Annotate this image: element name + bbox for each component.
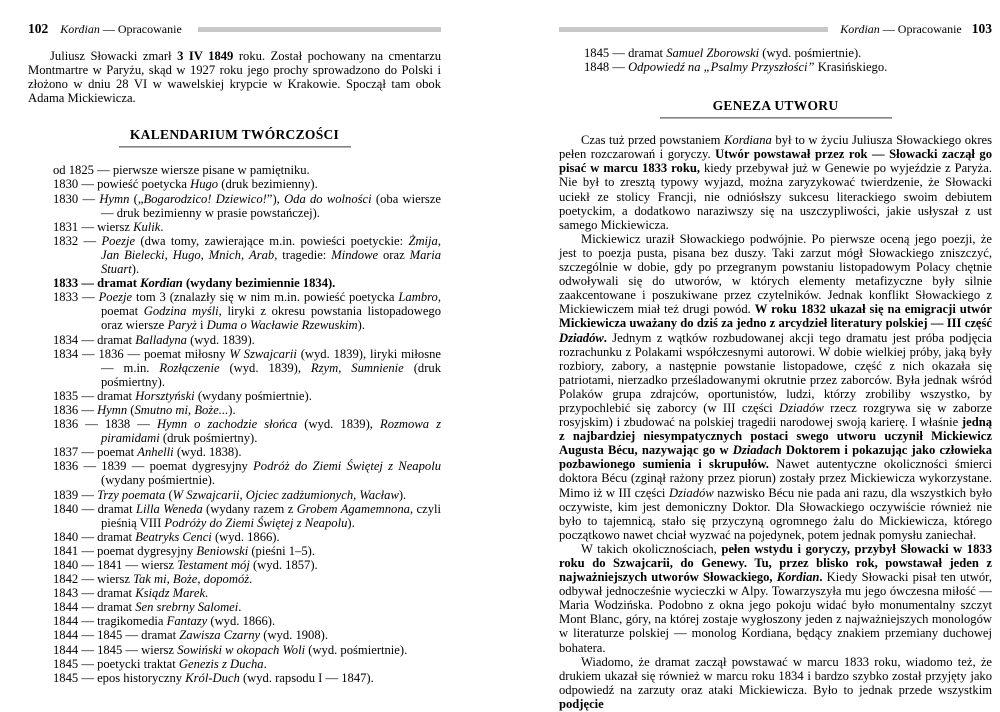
text-run: Król-Duch bbox=[185, 670, 240, 685]
text-run: , tragedie: bbox=[274, 247, 332, 262]
text-run: , bbox=[437, 233, 441, 248]
text-run: Beniowski bbox=[196, 543, 249, 558]
section-heading-geneza: GENEZA UTWORU bbox=[712, 98, 839, 114]
text-run: . bbox=[819, 570, 823, 585]
text-run: (wyd. 1838). bbox=[173, 445, 242, 460]
text-run: Smutno mi, Boże... bbox=[134, 402, 229, 417]
text-run: i bbox=[196, 318, 207, 333]
text-run: Grobem Agamemnona bbox=[296, 501, 410, 516]
text-run: Krasińskiego. bbox=[814, 60, 888, 75]
text-run: Dziadów bbox=[668, 485, 714, 500]
text-run: Jan Bielecki bbox=[101, 247, 165, 262]
page-header bbox=[28, 22, 441, 36]
timeline-entry bbox=[53, 614, 441, 628]
text-run: Kordian bbox=[776, 570, 820, 585]
text-run: 1843 — dramat bbox=[53, 586, 136, 601]
text-run: W Szwajcarii bbox=[229, 346, 297, 361]
timeline-entry bbox=[53, 502, 441, 530]
text-run: (wyd. pośmiertnie). bbox=[305, 642, 408, 657]
text-run: W roku 1832 ukazał się na emigracji utwór Mickiewicza uważany do dziś za jedno z arcydzieł literatury polskiej — III część bbox=[559, 302, 992, 331]
header-bar bbox=[198, 27, 441, 32]
paragraph bbox=[559, 133, 992, 232]
text-run: Rozłączenie bbox=[159, 360, 220, 375]
text-run: , liryki z okresu powstania listopadowego oraz wiersze bbox=[101, 304, 441, 333]
text-run: jedną z najbardziej niesympatycznych postaci swego utworu uczynił Mickiewicz Augusta Bécu, nazywając go w bbox=[559, 415, 992, 458]
text-run: (wyd. 1839), bbox=[219, 360, 311, 375]
text-run: Bogarodzico! Dziewico! bbox=[143, 191, 267, 206]
timeline-entry bbox=[53, 403, 441, 417]
text-run: . bbox=[238, 600, 242, 615]
text-run: Dziadów bbox=[559, 330, 604, 345]
text-run: , bbox=[164, 247, 173, 262]
text-run: Kiedy Słowacki pisał ten utwór, odbywał jednocześnie wycieczki w Alpy. Towarzyszyła mu jego ówczesna miłość — Maria Wodzińska. Podobno z okna jego pokoju widać było monumentalny szczyt Mont Blanc, góry, na której zostaje wygłoszony jeden z najważniejszych monologów w literaturze polskiej — monolog Kordiana, będący znakiem przemiany duchowej bohatera. bbox=[559, 570, 993, 655]
text-run: (wyd. 1839), bbox=[297, 417, 381, 432]
text-run: Ksiądz Marek bbox=[135, 586, 206, 601]
text-run: (wyd. rapsodu I — 1847). bbox=[239, 670, 374, 685]
text-run: pełen wstydu i goryczy, przybył Słowacki w 1833 roku do Szwajcarii, do Genewy. Tu, przez blisko rok, powstawał jeden z najważniejszych utworów Słowackiego, bbox=[559, 541, 992, 585]
text-run: 1839 — bbox=[53, 487, 98, 502]
text-run: 1844 — 1845 — dramat bbox=[53, 628, 180, 643]
text-run: Kordian bbox=[840, 22, 880, 36]
text-run: Testament mój bbox=[177, 558, 250, 572]
page-number: 102 bbox=[28, 21, 49, 36]
text-run: Hymn bbox=[99, 191, 130, 206]
text-run: (wyd. 1839), liryki miłosne — m.in. bbox=[101, 346, 441, 375]
text-run: rzecz rozgrywa się w zaborze rosyjskim) i zbudować na polskiej tragedii narodowej swoją karierę. I właśnie bbox=[559, 400, 992, 430]
timeline-continued-list bbox=[559, 46, 992, 74]
text-run: był to w życiu Juliusza Słowackiego okres pełen rozczarowań i goryczy. bbox=[559, 133, 993, 162]
text-run: roku. Został pochowany na cmentarzu Montmartre w Paryżu, skąd w 1927 roku jego prochy sprowadzono do Polski i złożono w dniu 28 VI w wawelskiej krypcie w Krakowie. Spoczął tam obok Adama Mickiewicza. bbox=[28, 49, 441, 106]
text-run: 1830 — bbox=[53, 191, 100, 206]
text-run: (oba wiersze — druk bezimienny w prasie powstańczej). bbox=[101, 191, 442, 220]
text-run: — Opracowanie bbox=[99, 22, 182, 36]
text-run: Kordian bbox=[140, 276, 183, 291]
timeline-entry bbox=[53, 333, 441, 347]
text-run: Mickiewicz uraził Słowackiego podwójnie. Po pierwsze oceną jego poezji, że jest to poezja pusta, pisana bez duszy. Taki zarzut mógł Słowackiego zniszczyć, szczególnie w dobie, gdy po przegranym powstaniu listopadowym Polacy chętnie odwoływali się do utworów, w których elementy metafizyczne były silnie zaakcentowane i poszukiwane przez czytelników. Jednak konflikt Słowackiego z Mickiewiczem miał też drugi powód. bbox=[559, 231, 992, 317]
section-heading-kalendarium: KALENDARIUM TWÓRCZOŚCI bbox=[129, 127, 340, 143]
timeline-entry bbox=[53, 290, 441, 332]
text-run: . bbox=[160, 219, 164, 234]
text-run: 1834 — dramat bbox=[53, 332, 136, 347]
text-run: , czyli pieśnią VIII bbox=[101, 501, 441, 530]
paragraph bbox=[559, 655, 992, 711]
text-run: (pieśni 1–5). bbox=[248, 543, 315, 558]
timeline-entry bbox=[53, 657, 441, 671]
text-run: . bbox=[603, 330, 607, 345]
text-run: Tak mi, Boże, dopomóż bbox=[133, 572, 250, 587]
text-run: Wiadomo, że dramat zaczął powstawać w marcu 1833 roku, wiadomo też, że drukiem ukazał się również w marcu roku 1834 i bardzo szybko został przyjęty jako odpowiedź na zarzuty oraz ataki Mickiewicza. Było to jednak przede wszystkim bbox=[559, 654, 992, 697]
text-run: 1845 — epos historyczny bbox=[53, 670, 186, 685]
text-run: nazwisko Bécu nie pada ani razu, dla wszystkich było oczywiste, kim jest demoniczny Doktor. Dla Słowackiego oczywiście również nie było to tajemnicą, stało się przyczyną ogromnego żalu do Mickiewicza, którego początkowo nawet chciał wyzwać na pojedynek, potem jednak pomysłu zaniechał. bbox=[559, 485, 992, 542]
text-run: 1844 — tragikomedia bbox=[53, 614, 167, 629]
page-header bbox=[559, 22, 992, 36]
text-run: od 1825 — pierwsze wiersze pisane w pamiętniku. bbox=[53, 163, 310, 178]
text-run: Żmija bbox=[408, 233, 438, 248]
text-run: 1840 — 1841 — wiersz bbox=[53, 558, 178, 572]
text-run: Doktorem i pokazując jako człowieka pozbawionego sumienia i skrupułów. bbox=[559, 443, 992, 472]
text-run: (wyd. 1839). bbox=[186, 332, 255, 347]
text-run: (dwa tomy, zawierające m.in. powieści poetyckie: bbox=[135, 233, 409, 248]
text-run: . bbox=[263, 656, 267, 671]
timeline-entry bbox=[53, 558, 441, 572]
text-run: 1832 — bbox=[53, 233, 102, 248]
timeline-entry bbox=[53, 445, 441, 459]
text-run: 3 IV 1849 bbox=[177, 49, 234, 63]
timeline-entry bbox=[53, 163, 441, 177]
text-run: ). bbox=[347, 515, 355, 530]
text-run: (wydany bezimiennie 1834). bbox=[182, 276, 336, 291]
heading-rule bbox=[119, 146, 351, 148]
text-run: (wydany razem z bbox=[202, 501, 297, 516]
text-run: 1834 — 1836 — poemat miłosny bbox=[53, 346, 230, 361]
text-run: ”), bbox=[266, 191, 285, 206]
timeline-list bbox=[28, 163, 441, 684]
text-run: ). bbox=[131, 262, 140, 277]
timeline-entry bbox=[53, 628, 441, 642]
text-run: Podróży do Ziemi Świętej z Neapolu bbox=[164, 515, 348, 530]
timeline-entry bbox=[53, 671, 441, 685]
intro-paragraph bbox=[28, 49, 441, 105]
text-run: Odpowiedź na „Psalmy Przyszłości” bbox=[628, 60, 815, 75]
text-run: Mindowe bbox=[331, 247, 379, 262]
timeline-entry bbox=[53, 234, 441, 276]
timeline-entry bbox=[53, 417, 441, 445]
text-run: , bbox=[338, 360, 352, 375]
text-run: ( bbox=[165, 487, 173, 502]
heading-rule bbox=[660, 117, 892, 119]
text-run: Genezis z Ducha bbox=[178, 656, 264, 671]
text-run: 1831 — wiersz bbox=[53, 219, 134, 234]
text-run: (druk pośmiertny). bbox=[101, 360, 441, 389]
text-run: (druk bezimienny). bbox=[218, 177, 318, 192]
text-run: (wyd. pośmiertnie). bbox=[759, 46, 862, 60]
text-run: tom 3 (znalazły się w nim m.in. powieść poetycka bbox=[132, 290, 399, 305]
text-run: (wyd. 1866). bbox=[207, 614, 276, 629]
text-run: Kordian bbox=[60, 22, 100, 36]
geneza-section-body bbox=[559, 133, 992, 711]
text-run: Dziadów bbox=[779, 400, 824, 415]
text-run: kiedy przebywał już w Genewie po wyjeździe z Paryża. Nie był to zresztą typowy wyjazd, można zaryzykować twierdzenie, że Słowacki uciekł ze stolicy Francji, nie odniósłszy sukcesu literackiego swoim debiutem poetyckim, a dodatkowo naraziwszy się na uszczypliwości, jakie usłyszał z ust samego Mickiewicza. bbox=[559, 161, 992, 232]
text-run: (wydany pośmiertnie). bbox=[194, 388, 312, 403]
text-run: , poemat bbox=[101, 290, 442, 319]
text-run: (wydany pośmiertnie). bbox=[101, 473, 216, 488]
page-number: 103 bbox=[971, 21, 992, 36]
text-run: . bbox=[205, 586, 209, 601]
text-run: Sowiński w okopach Woli bbox=[177, 642, 306, 657]
timeline-entry bbox=[53, 347, 441, 389]
text-run: 1833 — dramat bbox=[53, 276, 141, 291]
text-run: 1830 — powieść poetycka bbox=[53, 177, 191, 192]
timeline-entry bbox=[53, 572, 441, 586]
timeline-entry bbox=[584, 46, 992, 60]
text-run: W Szwajcarii, Ojciec zadżumionych, Wacław bbox=[172, 487, 399, 502]
text-run: Utwór powstawał przez rok — Słowacki zaczął go pisać w marcu 1833 roku, bbox=[559, 147, 992, 176]
timeline-entry bbox=[53, 544, 441, 558]
text-run: Hymn bbox=[97, 402, 128, 417]
text-run: Sumnienie bbox=[351, 360, 404, 375]
text-run: Dziadach bbox=[732, 443, 782, 458]
text-run: 1845 — poetycki traktat bbox=[53, 656, 179, 671]
text-run: 1833 — bbox=[53, 290, 99, 305]
text-run: 1837 — poemat bbox=[53, 445, 138, 460]
text-run: — Opracowanie bbox=[879, 22, 962, 36]
timeline-entry bbox=[53, 192, 441, 220]
paragraph bbox=[559, 542, 992, 655]
text-run: Zawisza Czarny bbox=[179, 628, 261, 643]
text-run: Hugo bbox=[172, 247, 201, 262]
text-run: Nawet autentyczne okoliczności śmierci doktora Bécu (zginął rażony przez piorun) zostały przez Mickiewicza wykorzystane. Mimo iż w III części bbox=[559, 457, 992, 500]
text-run: oraz bbox=[378, 247, 410, 262]
timeline-entry bbox=[53, 220, 441, 234]
text-run: 1845 — dramat bbox=[584, 46, 667, 60]
text-run: 1844 — 1845 — wiersz bbox=[53, 642, 178, 657]
text-run: Jednym z wątków rozbudowanej akcji tego dramatu jest próba podjęcia rozrachunku z Polakami współczesnymi autorowi. W dobie wielkiej próby, jaką były rozbiory, zabory, a następnie powstanie listopadowe, część z nich okazała się patriotami, nierzadko prześladowanymi okrutnie przez zaborców. Była jednak wśród Polaków grupa zdrajców, oportunistów, ludzi, którzy zrobiliby wszystko, by przypochlebić się zaborcy (w III części bbox=[559, 330, 992, 415]
text-run: , bbox=[240, 247, 250, 262]
timeline-entry bbox=[53, 389, 441, 403]
timeline-entry bbox=[53, 643, 441, 657]
text-run: (wyd. 1866). bbox=[211, 529, 280, 544]
text-run: 1842 — wiersz bbox=[53, 572, 134, 587]
text-run: (wyd. 1908). bbox=[260, 628, 328, 643]
text-run: 1836 — 1839 — poemat dygresyjny bbox=[53, 459, 254, 474]
text-run: Juliusz Słowacki zmarł bbox=[50, 49, 178, 63]
text-run: Lilla Weneda bbox=[136, 501, 203, 516]
text-run: („ bbox=[129, 191, 144, 206]
text-run: Czas tuż przed powstaniem bbox=[581, 133, 724, 148]
header-bar bbox=[559, 27, 828, 32]
text-run: Balladyna bbox=[135, 332, 187, 347]
text-run: Podróż do Ziemi Świętej z Neapolu bbox=[253, 459, 441, 474]
timeline-entry bbox=[53, 488, 441, 502]
text-run: 1835 — dramat bbox=[53, 388, 136, 403]
text-run: Oda do wolności bbox=[284, 191, 372, 206]
text-run: W takich okolicznościach, bbox=[581, 541, 722, 556]
timeline-entry bbox=[53, 177, 441, 191]
text-run: Kordiana bbox=[724, 133, 772, 148]
timeline-entry bbox=[53, 276, 441, 290]
text-run: podjęcie bbox=[559, 696, 604, 711]
text-run: ( bbox=[127, 402, 135, 417]
running-title bbox=[840, 22, 962, 36]
text-run: . bbox=[249, 572, 253, 587]
text-run: ). bbox=[398, 487, 407, 502]
text-run: 1848 — bbox=[584, 60, 629, 75]
text-run: Rzym bbox=[310, 360, 339, 375]
text-run: 1840 — dramat bbox=[53, 529, 136, 544]
text-run: Sen srebrny Salomei bbox=[135, 600, 239, 615]
text-run: ). bbox=[228, 402, 236, 417]
text-run: , bbox=[200, 247, 209, 262]
text-run: (wyd. 1857). bbox=[249, 558, 318, 572]
text-run: Duma o Wacławie Rzewuskim bbox=[206, 318, 358, 333]
text-run: Poezje bbox=[98, 290, 133, 305]
text-run: 1841 — poemat dygresyjny bbox=[53, 543, 197, 558]
text-run: Beatryks Cenci bbox=[135, 529, 212, 544]
text-run: Horsztyński bbox=[135, 388, 195, 403]
text-run: Maria Stuart bbox=[101, 247, 442, 277]
text-run: Hugo bbox=[190, 177, 219, 192]
text-run: Kulik bbox=[133, 219, 161, 234]
text-run: (druk pośmiertny). bbox=[159, 431, 258, 446]
text-run: 1836 — 1838 — bbox=[53, 417, 157, 432]
page-left bbox=[28, 22, 441, 685]
text-run: Trzy poemata bbox=[97, 487, 166, 502]
text-run: 1836 — bbox=[53, 402, 98, 417]
timeline-entry bbox=[53, 530, 441, 544]
text-run: Samuel Zborowski bbox=[666, 46, 760, 60]
timeline-entry bbox=[53, 459, 441, 487]
paragraph bbox=[559, 232, 992, 542]
text-run: 1840 — dramat bbox=[53, 501, 136, 516]
text-run: Hymn o zachodzie słońca bbox=[156, 417, 298, 432]
text-run: Fantazy bbox=[166, 614, 208, 629]
text-run: Godzina myśli bbox=[143, 304, 219, 319]
text-run: Rozmowa z piramidami bbox=[101, 417, 442, 446]
timeline-entry bbox=[584, 60, 992, 74]
text-run: 1844 — dramat bbox=[53, 600, 136, 615]
text-run: ). bbox=[357, 318, 365, 333]
text-run: Poezje bbox=[101, 233, 136, 248]
timeline-entry bbox=[53, 600, 441, 614]
running-title bbox=[60, 22, 182, 36]
text-run: Arab bbox=[249, 247, 275, 262]
text-run: Paryż bbox=[167, 318, 197, 333]
page-right bbox=[559, 22, 992, 711]
timeline-entry bbox=[53, 586, 441, 600]
text-run: Mnich bbox=[208, 247, 241, 262]
text-run: Anhelli bbox=[137, 445, 174, 460]
text-run: Lambro bbox=[398, 290, 438, 305]
